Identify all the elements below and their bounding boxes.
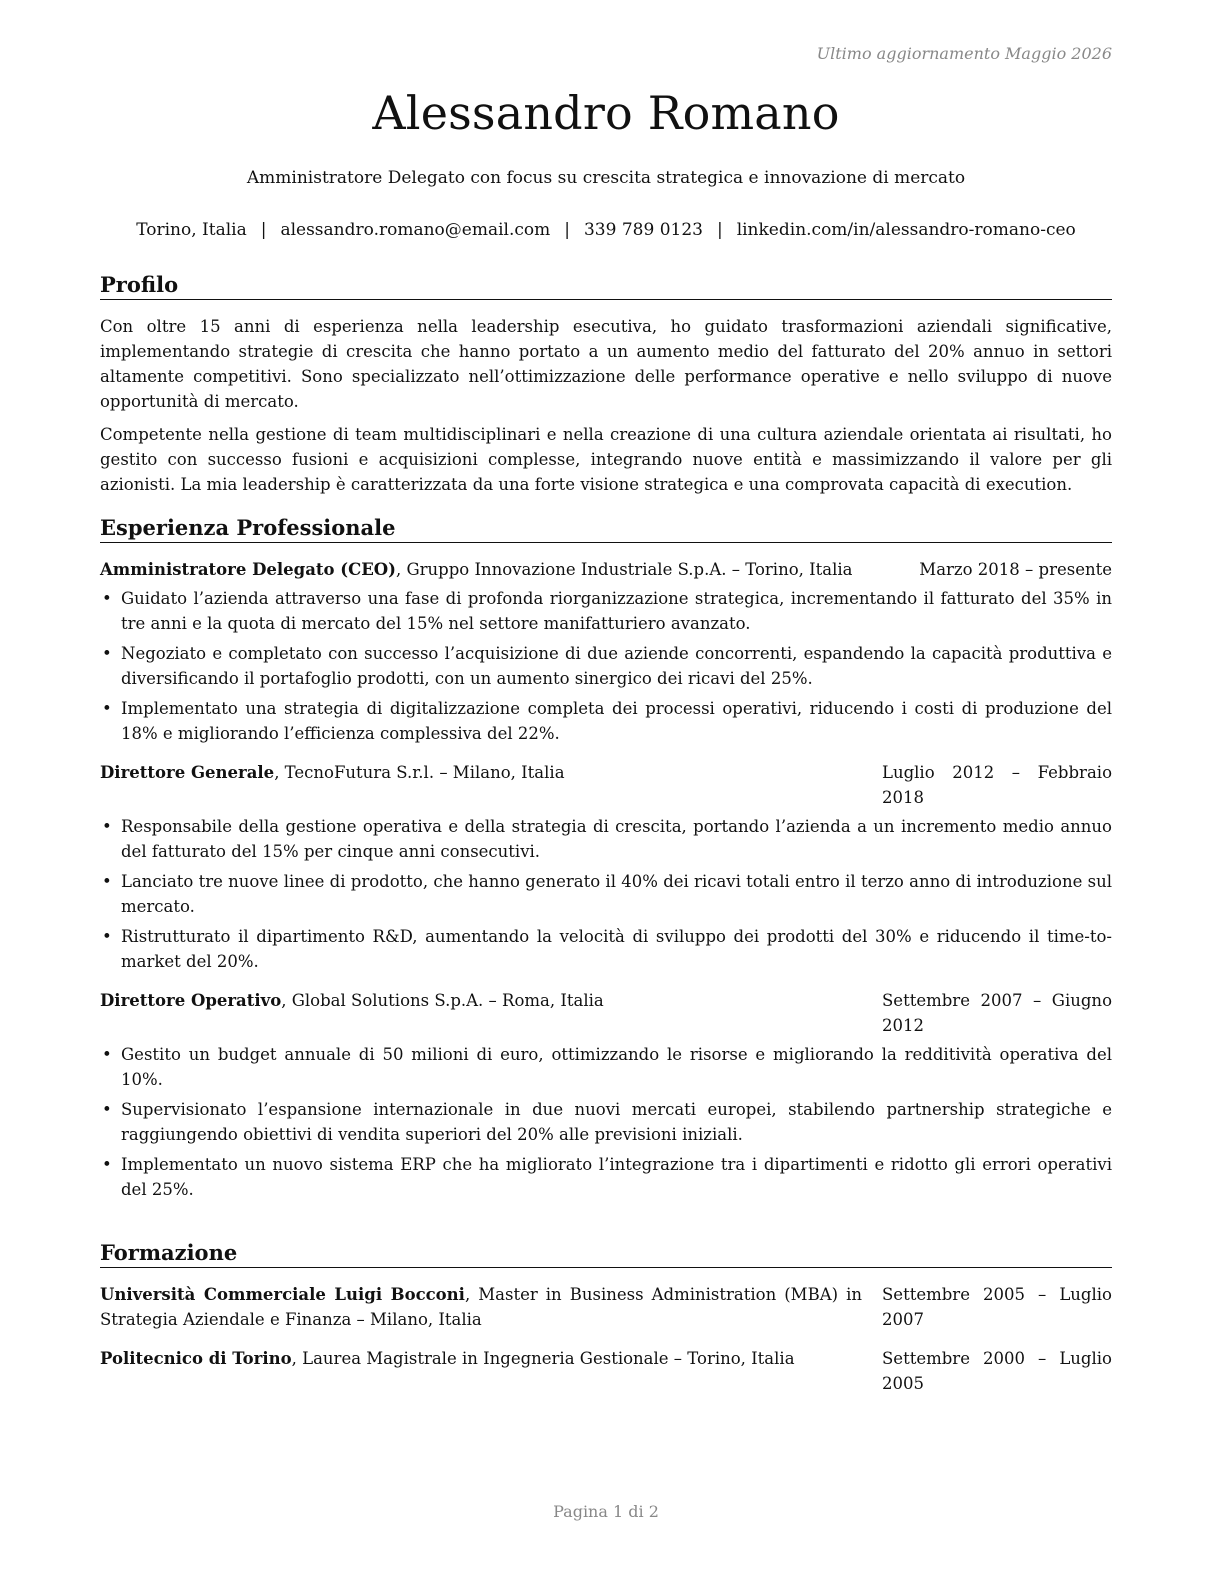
job-bullet: • Gestito un budget annuale di 50 milioni di euro, ottimizzando le risorse e migliorando la redditività operativa del 10%. (100, 1042, 1112, 1092)
separator: | (716, 220, 723, 240)
contact-email[interactable]: alessandro.romano@email.com (280, 220, 551, 240)
job-header (100, 760, 1112, 810)
job-header (100, 557, 1112, 582)
job-org: , Gruppo Innovazione Industriale S.p.A. – Torino, Italia (395, 560, 853, 580)
job-bullet: • Lanciato tre nuove linee di prodotto, che hanno generato il 40% dei ricavi totali entro il terzo anno di introduzione sul mercato. (100, 869, 1112, 919)
job-entry (100, 988, 1112, 1202)
education-header (100, 1346, 1112, 1396)
job-dates: Luglio 2012 – Febbraio 2018 (882, 763, 1112, 808)
section-title: Profilo (100, 272, 1112, 300)
job-bullet: • Ristrutturato il dipartimento R&D, aumentando la velocità di sviluppo dei prodotti del 30% e riducendo il time-to-market del 20%. (100, 924, 1112, 974)
profile-paragraph: Competente nella gestione di team multidisciplinari e nella creazione di una cultura aziendale orientata ai risultati, ho gestito con successo fusioni e acquisizioni complesse, integrando nuove entità e massimizzando il valore per gli azionisti. La mia leadership è caratterizzata da una forte visione strategica e una comprovata capacità di execution. (100, 425, 1112, 495)
job-org: , TecnoFutura S.r.l. – Milano, Italia (274, 763, 565, 783)
job-org: , Global Solutions S.p.A. – Roma, Italia (281, 991, 604, 1011)
profile-section (100, 272, 1112, 505)
education-entry (100, 1346, 1112, 1396)
job-role: Direttore Operativo (100, 991, 282, 1011)
job-bullets (100, 814, 1112, 974)
contact-phone: 339 789 0123 (583, 220, 703, 240)
job-header (100, 988, 1112, 1038)
degree: , Master in Business Administration (MBA) in Strategia Aziendale e Finanza – Milano, Italia (100, 1285, 862, 1330)
job-dates: Settembre 2007 – Giugno 2012 (882, 991, 1112, 1036)
contact-linkedin[interactable]: linkedin.com/in/alessandro-romano-ceo (736, 220, 1076, 240)
school-name: Università Commerciale Luigi Bocconi (100, 1285, 465, 1305)
degree: , Laurea Magistrale in Ingegneria Gestionale – Torino, Italia (291, 1349, 795, 1369)
job-role: Direttore Generale (100, 763, 275, 783)
job-bullet: • Implementato un nuovo sistema ERP che ha migliorato l’integrazione tra i dipartimenti e ridotto gli errori operativi del 25%. (100, 1152, 1112, 1202)
last-updated: Ultimo aggiornamento Maggio 2026 (816, 44, 1112, 63)
profile-paragraph: Con oltre 15 anni di esperienza nella leadership esecutiva, ho guidato trasformazioni aziendali significative, implementando strategie di crescita che hanno portato a un aumento medio del fatturato del 20% annuo in settori altamente competitivi. Sono specializzato nell’ottimizzazione delle performance operative e nello sviluppo di nuove opportunità di mercato. (100, 317, 1112, 412)
education-dates: Settembre 2000 – Luglio 2005 (882, 1349, 1112, 1394)
resume-page (100, 0, 1112, 1584)
job-role: Amministratore Delegato (CEO) (100, 560, 396, 580)
job-bullet: • Supervisionato l’espansione internazionale in due nuovi mercati europei, stabilendo partnership strategiche e raggiungendo obiettivi di vendita superiori del 20% alle previsioni iniziali. (100, 1097, 1112, 1147)
school-name: Politecnico di Torino (100, 1349, 292, 1369)
section-title: Formazione (100, 1240, 1112, 1268)
separator: | (260, 220, 267, 240)
page-number: Pagina 1 di 2 (553, 1502, 659, 1521)
job-bullet: • Responsabile della gestione operativa e della strategia di crescita, portando l’azienda a un incremento medio annuo del fatturato del 15% per cinque anni consecutivi. (100, 814, 1112, 864)
job-bullets (100, 586, 1112, 746)
education-section (100, 1240, 1112, 1410)
separator: | (564, 220, 570, 240)
candidate-name: Alessandro Romano (372, 86, 840, 140)
education-header (100, 1282, 1112, 1332)
tagline: Amministratore Delegato con focus su crescita strategica e innovazione di mercato (246, 168, 966, 188)
job-bullet: • Implementato una strategia di digitalizzazione completa dei processi operativi, riducendo i costi di produzione del 18% e migliorando l’efficienza complessiva del 22%. (100, 696, 1112, 746)
job-entry (100, 760, 1112, 974)
education-dates: Settembre 2005 – Luglio 2007 (882, 1285, 1112, 1330)
contact-line (100, 220, 1112, 240)
experience-section (100, 515, 1112, 1216)
job-bullet: • Negoziato e completato con successo l’acquisizione di due aziende concorrenti, espandendo la capacità produttiva e diversificando il portafoglio prodotti, con un aumento sinergico dei ricavi del 25%. (100, 641, 1112, 691)
job-dates: Marzo 2018 – presente (919, 560, 1112, 580)
section-title: Esperienza Professionale (100, 515, 1112, 543)
job-bullet: • Guidato l’azienda attraverso una fase di profonda riorganizzazione strategica, incrementando il fatturato del 35% in tre anni e la quota di mercato del 15% nel settore manifatturiero avanzato. (100, 586, 1112, 636)
education-entry (100, 1282, 1112, 1332)
job-entry (100, 557, 1112, 746)
contact-city: Torino, Italia (136, 220, 247, 240)
job-bullets (100, 1042, 1112, 1202)
